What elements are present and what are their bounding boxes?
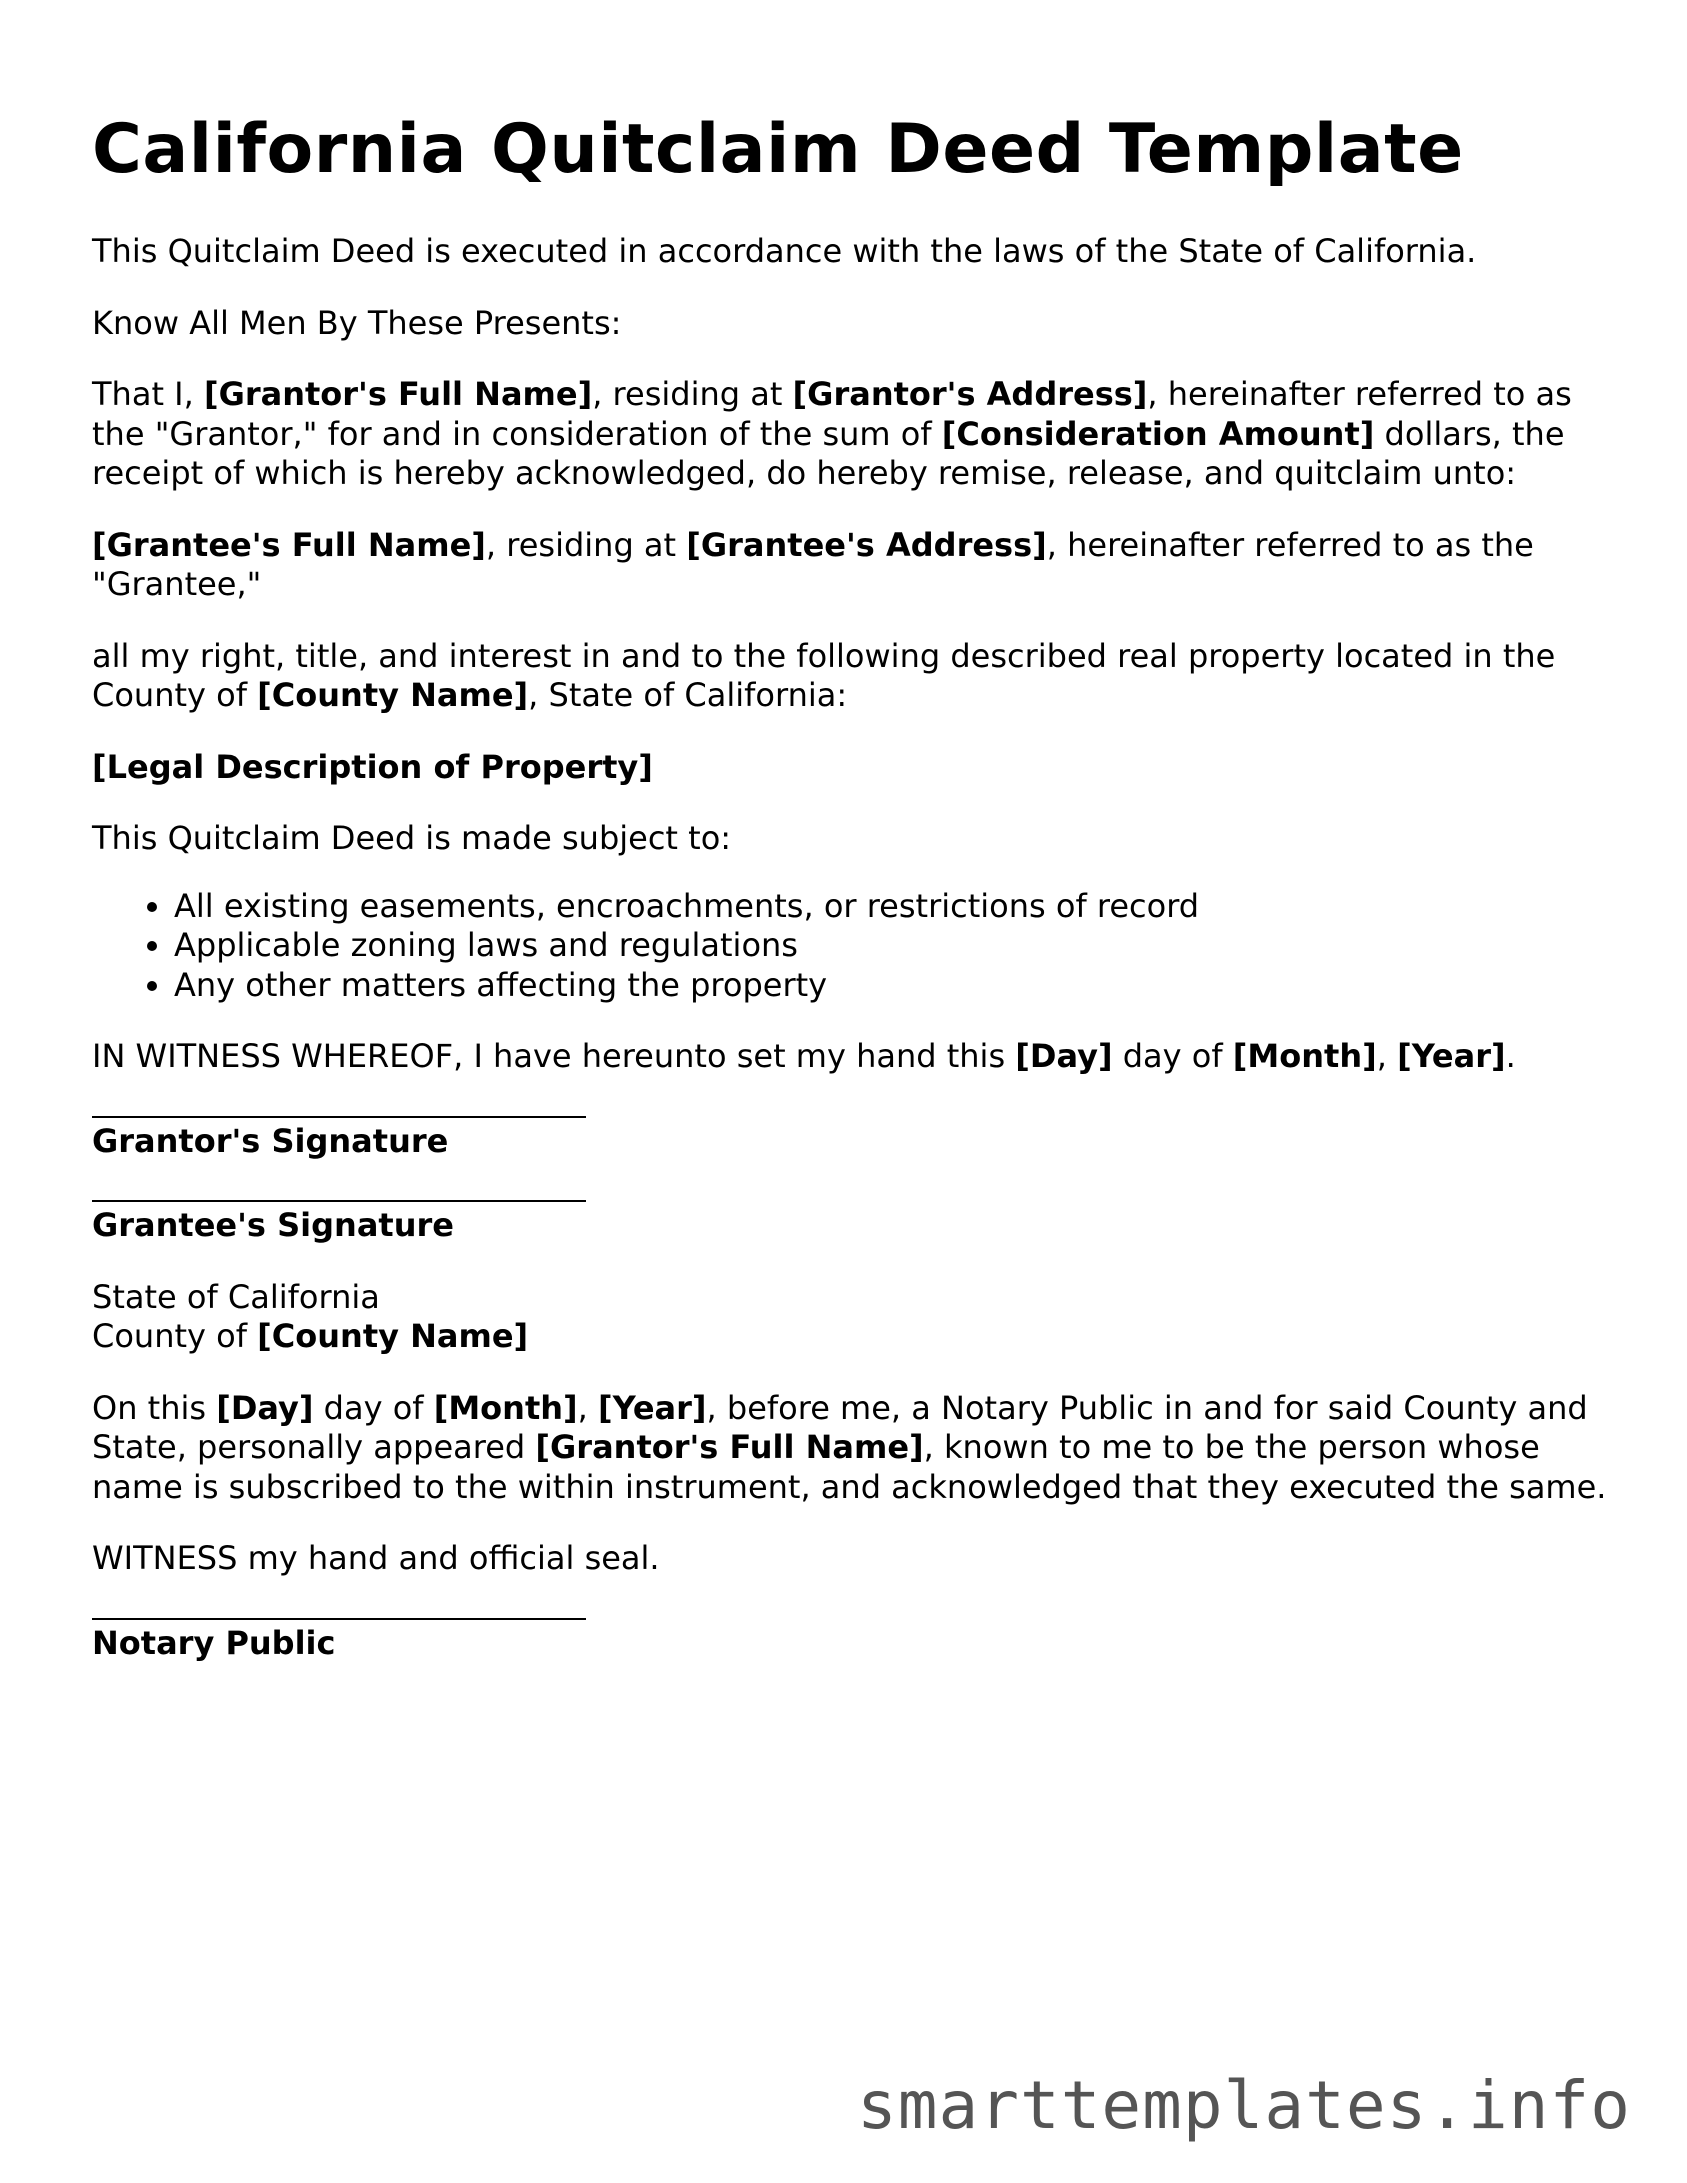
text-fragment: On this [92,1388,217,1427]
know-all-paragraph: Know All Men By These Presents: [92,303,622,342]
text-fragment: , known to me to be the person whose name is subscribed to the within instrument, and acknowledged that they executed the same. [92,1428,1607,1506]
witness-paragraph [92,1037,1612,1077]
county-placeholder: [County Name] [257,676,529,714]
subject-to-paragraph: This Quitclaim Deed is made subject to: [92,819,732,857]
text-fragment: IN WITNESS WHEREOF, I have hereunto set my hand this [92,1037,1016,1075]
county-placeholder: [County Name] [257,1317,529,1355]
text-fragment: , residing at [485,525,687,564]
grantor-signature-line[interactable] [92,1116,586,1118]
grantor-name-placeholder: [Grantor's Full Name] [535,1428,924,1466]
text-fragment: , [577,1388,598,1427]
day-placeholder: [Day] [1015,1037,1113,1075]
text-fragment: . [1505,1037,1516,1075]
year-placeholder: [Year] [1397,1037,1506,1075]
day-placeholder: [Day] [216,1388,314,1427]
page-title: California Quitclaim Deed Template [92,110,1464,189]
text-fragment: That I, [92,375,204,413]
consideration-placeholder: [Consideration Amount] [941,414,1375,453]
grantor-signature-label: Grantor's Signature [92,1121,449,1160]
grantee-name-placeholder: [Grantee's Full Name] [92,525,486,564]
document [92,110,1612,1695]
property-paragraph [92,637,1612,716]
grantor-signature-block [92,1116,1612,1162]
grantee-address-placeholder: [Grantee's Address] [686,525,1047,564]
grantee-signature-block [92,1200,1612,1246]
grantor-address-placeholder: [Grantor's Address] [792,375,1148,413]
grantee-signature-line[interactable] [92,1200,586,1202]
list-item: • Applicable zoning laws and regulations [174,926,1612,966]
venue-block [92,1278,1612,1357]
month-placeholder: [Month] [433,1388,578,1427]
venue-state: State of California [92,1277,380,1316]
grantee-signature-label: Grantee's Signature [92,1206,454,1244]
grantee-paragraph [92,526,1612,605]
grantor-paragraph [92,375,1612,494]
intro-paragraph: This Quitclaim Deed is executed in accordance with the laws of the State of California. [92,232,1477,270]
text-fragment: , residing at [592,375,793,413]
list-item: • All existing easements, encroachments, or restrictions of record [174,887,1612,927]
acknowledgment-paragraph [92,1389,1612,1508]
text-fragment: day of [313,1388,434,1427]
watermark: smarttemplates.info [857,2067,1631,2144]
text-fragment: , hereinafter referred to as the "Grantor," for and in consideration of the sum of [92,375,1572,453]
month-placeholder: [Month] [1232,1037,1377,1075]
text-fragment: day of [1112,1037,1233,1075]
text-fragment: , before me, a Notary Public in and for said County and State, personally appeared [92,1388,1588,1466]
list-item: • Any other matters affecting the property [174,966,1612,1006]
text-fragment: dollars, the receipt of which is hereby acknowledged, do hereby remise, release, and quitclaim unto: [92,414,1565,492]
text-fragment: all my right, title, and interest in and to the following described real property located in the County of [92,636,1556,714]
legal-description [92,748,1612,788]
year-placeholder: [Year] [597,1388,707,1427]
legal-description-placeholder: [Legal Description of Property] [92,747,653,786]
notary-signature-line[interactable] [92,1618,586,1620]
notary-signature-block [92,1618,1612,1664]
text-fragment: , [1376,1037,1398,1075]
notary-signature-label: Notary Public [92,1623,336,1662]
text-fragment: , State of California: [528,676,848,714]
grantor-name-placeholder: [Grantor's Full Name] [203,375,593,413]
text-fragment: County of [92,1317,258,1355]
witness-seal-paragraph: WITNESS my hand and official seal. [92,1539,660,1577]
text-fragment: , hereinafter referred to as the "Grantee," [92,525,1534,603]
conditions-list [92,887,1612,1006]
